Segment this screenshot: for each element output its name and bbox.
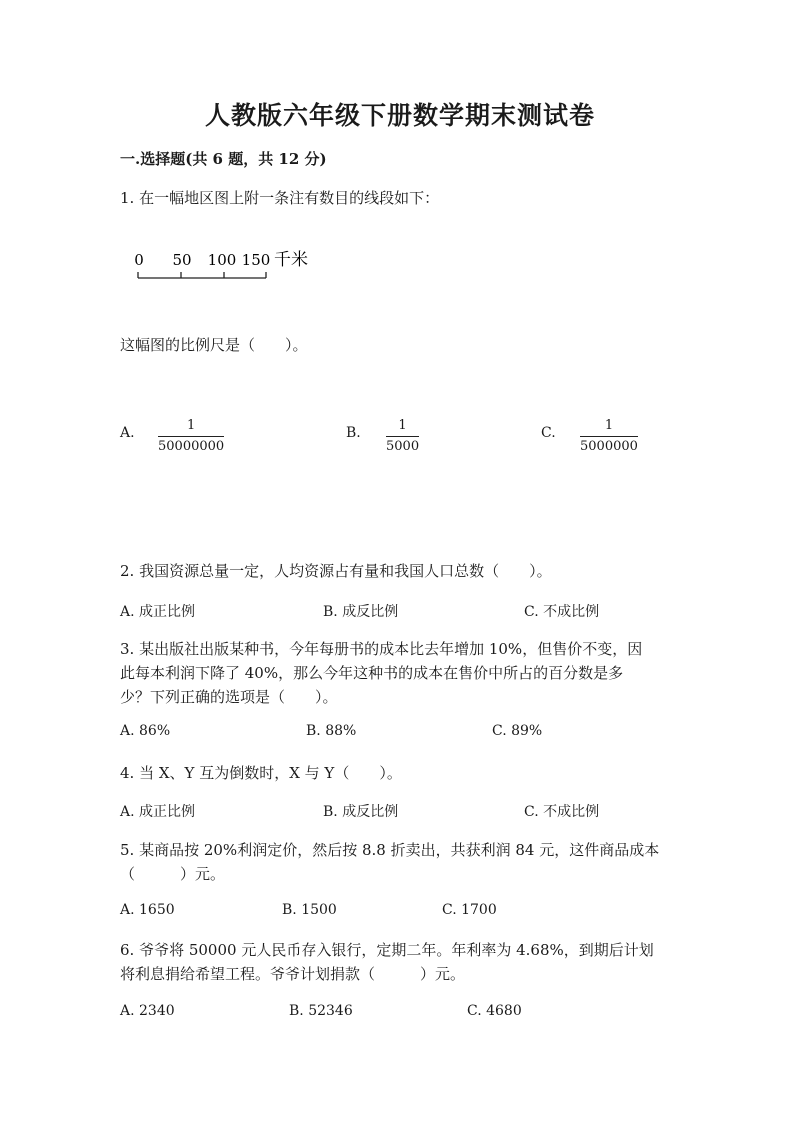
question-4-text: 4. 当 X、Y 互为倒数时，X 与 Y（ ）。 <box>120 764 402 782</box>
q3-option-a: A. 86% <box>120 723 171 739</box>
q2-option-a: A. 成正比例 <box>120 604 196 620</box>
q3-option-c: C. 89% <box>492 723 543 739</box>
q1-option-b-label: B. <box>346 425 361 441</box>
q4-option-a: A. 成正比例 <box>120 804 196 820</box>
section-heading: 一.选择题(共 6 题，共 12 分) <box>120 150 327 168</box>
q1-option-c-fraction <box>580 418 638 455</box>
q1-option-a-denominator: 50000000 <box>158 436 224 455</box>
scale-unit: 千米 <box>274 250 308 270</box>
q5-option-c: C. 1700 <box>442 902 497 918</box>
question-6-line-1: 6. 爷爷将 50000 元人民币存入银行，定期二年。年利率为 4.68%，到期后计划 <box>120 941 654 959</box>
page-title: 人教版六年级下册数学期末测试卷 <box>204 101 595 130</box>
q2-option-c: C. 不成比例 <box>524 604 600 620</box>
question-2-text: 2. 我国资源总量一定，人均资源占有量和我国人口总数（ ）。 <box>120 562 552 580</box>
question-5-line-2: （ ）元。 <box>120 865 226 883</box>
question-1-prompt: 这幅图的比例尺是（ ）。 <box>120 336 308 354</box>
question-6-line-2: 将利息捐给希望工程。爷爷计划捐款（ ）元。 <box>120 965 466 983</box>
question-3-line-3: 少？下列正确的选项是（ ）。 <box>120 688 338 706</box>
question-1-text: 1. 在一幅地区图上附一条注有数目的线段如下： <box>120 189 440 207</box>
scale-label-50: 50 <box>172 251 192 269</box>
q4-option-b: B. 成反比例 <box>323 804 399 820</box>
q6-option-a: A. 2340 <box>120 1003 175 1019</box>
q1-option-a-label: A. <box>120 425 135 441</box>
q4-option-c: C. 不成比例 <box>524 804 600 820</box>
q1-option-b-numerator: 1 <box>398 418 407 433</box>
scale-label-150: 150 <box>241 251 271 269</box>
question-5-line-1: 5. 某商品按 20%利润定价，然后按 8.8 折卖出，共获利润 84 元，这件商品成本 <box>120 841 660 859</box>
q1-option-c-label: C. <box>541 425 556 441</box>
scale-bar <box>132 248 332 288</box>
q2-option-b: B. 成反比例 <box>323 604 399 620</box>
q1-option-a-fraction <box>158 418 224 455</box>
q1-option-c-numerator: 1 <box>604 418 614 433</box>
q6-option-c: C. 4680 <box>467 1003 522 1019</box>
q3-option-b: B. 88% <box>306 723 357 739</box>
q1-option-a-numerator: 1 <box>186 418 196 433</box>
q1-option-b-fraction <box>386 418 419 455</box>
scale-label-100: 100 <box>207 251 237 269</box>
question-3-line-1: 3. 某出版社出版某种书，今年每册书的成本比去年增加 10%，但售价不变，因 <box>120 640 643 658</box>
question-3-line-2: 此每本利润下降了 40%，那么今年这种书的成本在售价中所占的百分数是多 <box>120 664 624 682</box>
q5-option-a: A. 1650 <box>120 902 175 918</box>
scale-label-0: 0 <box>134 251 144 269</box>
q1-option-b-denominator: 5000 <box>386 436 419 455</box>
q6-option-b: B. 52346 <box>289 1003 353 1019</box>
q5-option-b: B. 1500 <box>282 902 337 918</box>
q1-option-c-denominator: 5000000 <box>580 436 638 455</box>
